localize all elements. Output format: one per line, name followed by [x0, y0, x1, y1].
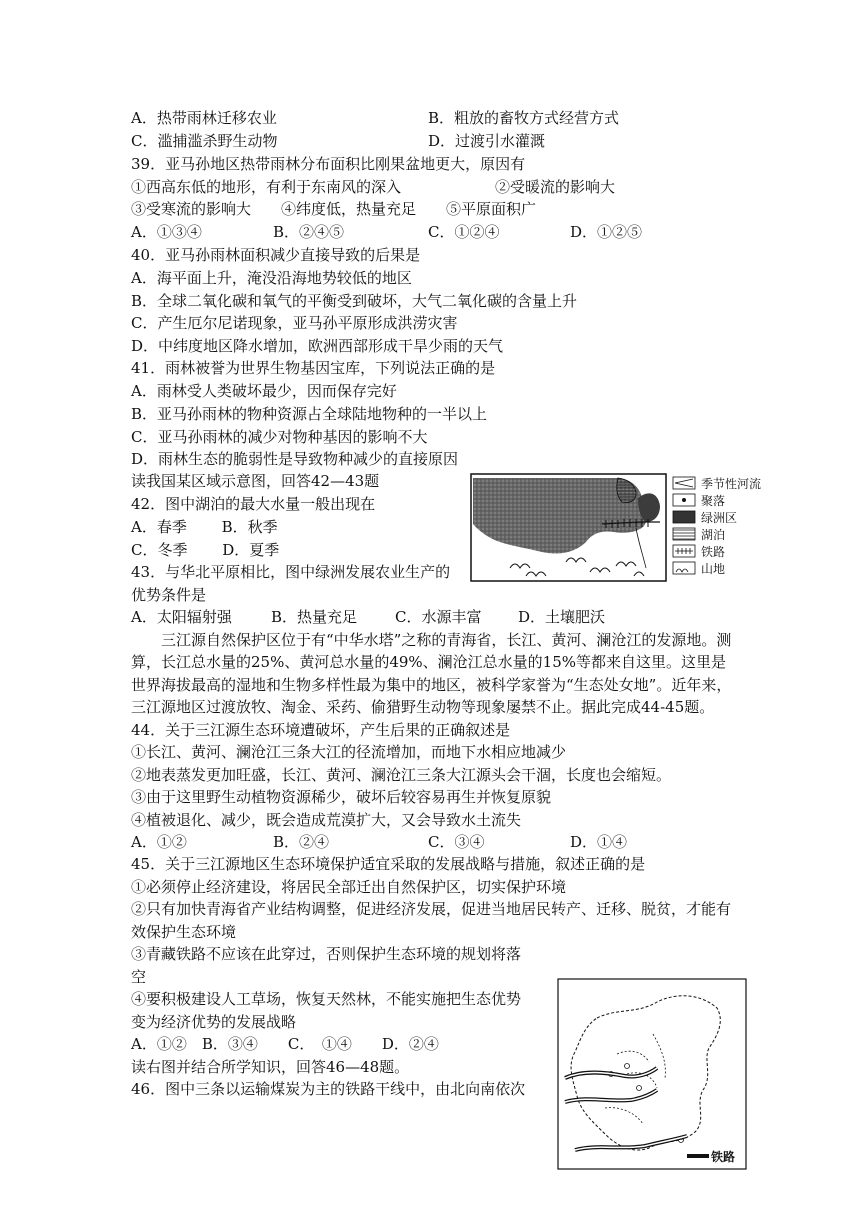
question-46: 46．图中三条以运输煤炭为主的铁路干线中，由北向南依次 [131, 1080, 526, 1098]
legend-icons [673, 477, 695, 574]
legend-oasis: 绿洲区 [701, 511, 738, 525]
instruction-46-48: 读右图并结合所学知识，回答46—48题。 [131, 1058, 410, 1076]
q45-item-4-cont: 变为经济优势的发展战略 [131, 1013, 297, 1031]
legend-lake: 湖泊 [701, 528, 726, 542]
q45-item-3-cont: 空 [131, 968, 147, 986]
legend-railway: 铁路 [701, 545, 726, 559]
legend-seasonal-river: 季节性河流 [701, 477, 762, 491]
passage-line-2: 算，长江总水量的25%、黄河总水量的49%、澜沧江总水量的15%等都来自这里。这里是 [131, 653, 727, 671]
option-43d: D．土壤肥沃 [518, 608, 606, 626]
option-44d: D．①④ [570, 833, 628, 851]
q39-item-2: ②受暖流的影响大 [495, 178, 616, 196]
passage-line-1: 三江源自然保护区位于有“中华水塔”之称的青海省，长江、黄河、澜沧江的发源地。测 [161, 631, 732, 649]
instruction-42-43: 读我国某区域示意图，回答42—43题 [131, 472, 380, 490]
railway-map-drawing [557, 978, 747, 1170]
q45-item-2: ②只有加快青海省产业结构调整，促进经济发展，促进当地居民转产、迁移、脱贫，才能有 [131, 900, 732, 918]
option-39d: D．①②⑤ [570, 223, 643, 241]
q45-item-1: ①必须停止经济建设，将居民全部迁出自然保护区，切实保护环境 [131, 878, 567, 896]
question-44: 44．关于三江源生态环境遭破坏，产生后果的正确叙述是 [131, 721, 511, 739]
legend-railway-symbol [687, 1154, 709, 1158]
option-39c: C．①②④ [428, 223, 500, 241]
question-41: 41．雨林被誉为世界生物基因宝库，下列说法正确的是 [131, 359, 496, 377]
option-41d: D．雨林生态的脆弱性是导致物种减少的直接原因 [131, 450, 459, 468]
q39-items-3-5: ③受寒流的影响大 ④纬度低，热量充足 ⑤平原面积广 [131, 200, 537, 218]
q45-item-4: ④要积极建设人工草场，恢复天然林，不能实施把生态优势 [131, 990, 522, 1008]
option-39a: A．①③④ [131, 223, 202, 241]
option-40a: A．海平面上升，淹没沿海地势较低的地区 [131, 269, 412, 287]
option-38b: B．粗放的畜牧方式经营方式 [428, 109, 620, 127]
option-40b: B．全球二氧化碳和氧气的平衡受到破坏，大气二氧化碳的含量上升 [131, 292, 578, 310]
q45-item-2-cont: 效保护生态环境 [131, 923, 237, 941]
q44-item-2: ②地表蒸发更加旺盛，长江、黄河、澜沧江三条大江源头会干涸，长度也会缩短。 [131, 766, 672, 784]
option-38a: A．热带雨林迁移农业 [131, 109, 277, 127]
option-40d: D．中纬度地区降水增加，欧洲西部形成干旱少雨的天气 [131, 337, 504, 355]
q45-item-3: ③青藏铁路不应该在此穿过，否则保护生态环境的规划将落 [131, 945, 522, 963]
option-38c: C．滥捕滥杀野生动物 [131, 132, 278, 150]
q39-item-1: ①西高东低的地形，有利于东南风的深入 [131, 178, 402, 196]
option-39b: B．②④⑤ [273, 223, 345, 241]
option-43b: B．热量充足 [271, 608, 358, 626]
passage-line-4: 三江源地区过渡放牧、淘金、采药、偷猎野生动物等现象屡禁不止。据此完成44-45题。 [131, 698, 715, 716]
question-43-cont: 优势条件是 [131, 586, 207, 604]
option-41c: C．亚马孙雨林的减少对物种基因的影响不大 [131, 428, 428, 446]
legend-railway-label: 铁路 [711, 1150, 736, 1164]
q44-item-3: ③由于这里野生动植物资源稀少，破坏后较容易再生并恢复原貌 [131, 788, 552, 806]
question-45: 45．关于三江源地区生态环境保护适宜采取的发展战略与措施，叙述正确的是 [131, 855, 646, 873]
option-40c: C．产生厄尔尼诺现象，亚马孙平原形成洪涝灾害 [131, 314, 458, 332]
q44-item-4: ④植被退化、减少，既会造成荒漠扩大，又会导致水土流失 [131, 811, 522, 829]
option-38d: D．过渡引水灌溉 [428, 132, 546, 150]
question-43: 43．与华北平原相比，图中绿洲发展农业生产的 [131, 563, 451, 581]
question-39: 39．亚马孙地区热带雨林分布面积比刚果盆地更大，原因有 [131, 155, 526, 173]
passage-line-3: 世界海拔最高的湿地和生物多样性最为集中的地区，被科学家誉为“生态处女地”。近年来， [131, 676, 732, 694]
q44-item-1: ①长江、黄河、澜沧江三条大江的径流增加，而地下水相应地减少 [131, 743, 567, 761]
options-42-ab: A．春季 B．秋季 [131, 518, 278, 536]
option-43a: A．太阳辐射强 [131, 608, 232, 626]
option-44a: A．①② [131, 833, 187, 851]
question-42: 42．图中湖泊的最大水量一般出现在 [131, 495, 376, 513]
options-42-cd: C．冬季 D．夏季 [131, 541, 280, 559]
options-45: A．①② B．③④ C． ①④ D．②④ [131, 1035, 439, 1053]
option-44c: C．③④ [428, 833, 485, 851]
legend-settlement: 聚落 [701, 494, 726, 508]
legend-mountain: 山地 [701, 562, 726, 576]
question-40: 40．亚马孙雨林面积减少直接导致的后果是 [131, 246, 421, 264]
option-44b: B．②④ [273, 833, 330, 851]
region-map-figure [470, 472, 766, 584]
option-41a: A．雨林受人类破坏最少，因而保存完好 [131, 382, 397, 400]
option-43c: C．水源丰富 [395, 608, 482, 626]
railway-map-figure [557, 978, 747, 1170]
option-41b: B．亚马孙雨林的物种资源占全球陆地物种的一半以上 [131, 405, 488, 423]
